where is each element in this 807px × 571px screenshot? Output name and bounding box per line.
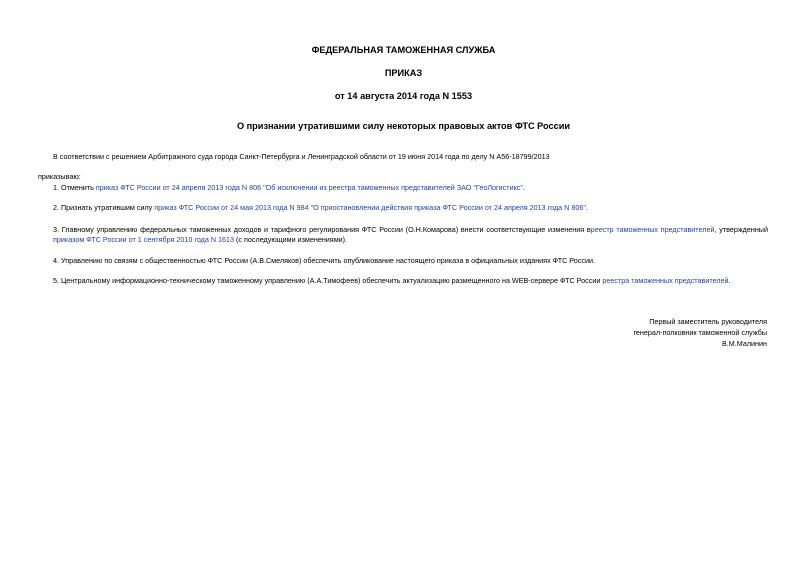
item-3-end: (с последующими изменениями). [234,235,348,244]
signature-name: В.М.Малинин [721,339,767,348]
item-3-paragraph [38,225,768,245]
document-title: О признании утратившими силу некоторых правовых актов ФТС России [236,121,571,131]
document-date-number: от 14 августа 2014 года N 1553 [334,91,473,101]
item-1-text: 1. Отменить [53,183,96,192]
item-1-order-link[interactable]: приказ ФТС России от 24 апреля 2013 года N 806 "Об исключении из реестра таможенных представителей ЗАО "ГеоЛогистикс" [95,183,523,192]
item-3-registry-link[interactable]: реестр таможенных представителей [590,225,715,234]
signature-block [633,316,767,349]
item-2-paragraph [38,203,783,213]
item-1-paragraph [38,183,783,193]
item-2-order-link[interactable]: приказ ФТС России от 24 мая 2013 года N 984 "О приостановлении действия приказа ФТС России от 24 апреля 2013 года N 806" [154,203,586,212]
item-1-end: . [522,183,525,192]
item-2-end: . [585,203,588,212]
item-4-paragraph: 4. Управлению по связям с общественностью ФТС России (А.В.Смеляков) обеспечить опубликование настоящего приказа в официальных изданиях ФТС России. [53,256,595,265]
document-type: ПРИКАЗ [384,68,423,78]
item-5-paragraph [38,276,783,286]
item-5-end: . [728,276,731,285]
item-2-text: 2. Признать утратившим силу [53,203,155,212]
preamble-paragraph: В соответствии с решением Арбитражного суда города Санкт-Петербурга и Ленинградской области от 19 июня 2014 года по делу N А56-18799/2013 [53,152,550,161]
item-3-mid: , утвержденный [714,225,768,234]
item-3-text: 3. Главному управлению федеральных таможенных доходов и тарифного регулирования ФТС России (О.Н.Комарова) внести соответствующие изменения в [53,225,591,234]
item-3-order-link[interactable]: приказом ФТС России от 1 сентября 2010 года N 1613 [53,235,235,244]
agency-name: ФЕДЕРАЛЬНАЯ ТАМОЖЕННАЯ СЛУЖБА [311,45,496,55]
item-5-text: 5. Центральному информационно-техническому таможенному управлению (А.А.Тимофеев) обеспечить актуализацию размещенного на WEB-сервере ФТС России [53,276,603,285]
signature-rank: генерал-полковник таможенной службы [633,328,767,337]
signature-position: Первый заместитель руководителя [649,317,767,326]
order-word: приказываю: [38,172,81,181]
item-5-registry-link[interactable]: реестра таможенных представителей [602,276,729,285]
